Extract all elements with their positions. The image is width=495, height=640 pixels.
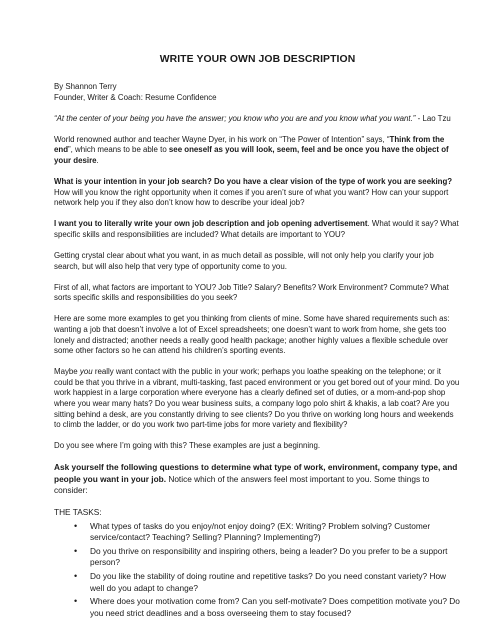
- bold-run: What is your intention in your job search? Do you have a clear vision of the type of work you are seeking?: [54, 177, 453, 187]
- bold-run: Think from the end: [54, 134, 445, 155]
- paragraph-factors: First of all, what factors are important to YOU? Job Title? Salary? Benefits? Work Environment? Commute? What sorts specific skills and responsibilities do you seek?: [54, 282, 449, 303]
- author-block: [54, 82, 461, 103]
- paragraph-intention: [54, 177, 461, 209]
- text-run: . What would it say? What specific skills and responsibilities are included? What details are important to YOU?: [54, 219, 459, 239]
- bold-run: see oneself as you will look, seem, feel and be once you have the object of your desire: [54, 145, 449, 165]
- author-byline: By Shannon Terry: [54, 82, 117, 91]
- list-item: • Do you thrive on responsibility and inspiring others, being a leader? Do you prefer to be a support person?: [90, 546, 461, 569]
- paragraph-going: Do you see where I’m going with this? These examples are just a beginning.: [54, 441, 321, 451]
- tasks-heading: THE TASKS:: [54, 507, 102, 518]
- text-run: really want contact with the public in your work; perhaps you loathe speaking on the telephone; or it could be that you thrive in a vibrant, multi-tasking, fast paced environment or you get bored out of your mind. Do you work happiest in a large corporation where everyone has a clearly defined set of duties, or a mom-and-pop shop where you wear many hats? Do you wear business suits, a company logo polo shirt & khakis, a lab coat? Are you sitting behind a desk, are you constantly driving to see clients? Do you thrive on working long hours and weekends to climb the ladder, or do you work two part-time jobs for more variety and flexibility?: [54, 367, 460, 430]
- text-run: Maybe: [54, 367, 80, 377]
- paragraph-ask-yourself: [54, 462, 461, 496]
- paragraph-maybe: [54, 367, 461, 431]
- paragraph-crystal-clear: Getting crystal clear about what you want, in as much detail as possible, will not only help you clarify your job search, but will also help that very type of opportunity come to you.: [54, 251, 434, 271]
- tasks-list: [54, 521, 461, 620]
- list-item: • Do you like the stability of doing routine and repetitive tasks? Do you need constant variety? How well do you adapt to change?: [90, 571, 461, 594]
- text-run: Notice which of the answers feel most important to you. Some things to consider:: [54, 473, 430, 496]
- paragraph-dyer: [54, 135, 461, 167]
- list-item: • Where does your motivation come from? Can you self-motivate? Does competition motivate you? Do you need strict deadlines and a boss overseeing them to stay focused?: [90, 596, 461, 619]
- paragraph-examples: Here are some more examples to get you thinking from clients of mine. Some have shared requirements such as: wanting a job that doesn’t involve a lot of Excel spreadsheets; one doesn’t want to work from home, she gets too lonely and distracted; another needs a really good health package; another highly values a flexible schedule over some other factors so he can attend his children’s sporting events.: [54, 314, 450, 356]
- bold-run: I want you to literally write your own job description and job opening advertisement: [54, 219, 368, 229]
- text-run: World renowned author and teacher Wayne Dyer, in his work on “The Power of Intention” says, “: [54, 134, 390, 144]
- quote-text: “At the center of your being you have the answer; you know who you are and you know what you want.”: [54, 113, 416, 123]
- document-title: WRITE YOUR OWN JOB DESCRIPTION: [159, 54, 356, 65]
- author-role: Founder, Writer & Coach: Resume Confidence: [54, 92, 217, 102]
- text-run: How will you know the right opportunity when it comes if you aren’t sure of what you want? How can your support network help you if they also don’t know how to describe your ideal job?: [54, 187, 449, 208]
- text-run: ”, which means to be able to: [68, 145, 169, 155]
- list-item: • What types of tasks do you enjoy/not enjoy doing? (EX: Writing? Problem solving? Customer service/contact? Teaching? Selling? Planning? Implementing?): [90, 521, 461, 544]
- bold-run: Ask yourself the following questions to determine what type of work, environment, company type, and people you want in your job.: [54, 462, 458, 484]
- italic-run: you: [79, 367, 93, 377]
- text-run: .: [96, 155, 99, 165]
- quote-attribution: - Lao Tzu: [415, 113, 451, 123]
- paragraph-write-description: [54, 219, 461, 240]
- epigraph-quote: [54, 114, 461, 125]
